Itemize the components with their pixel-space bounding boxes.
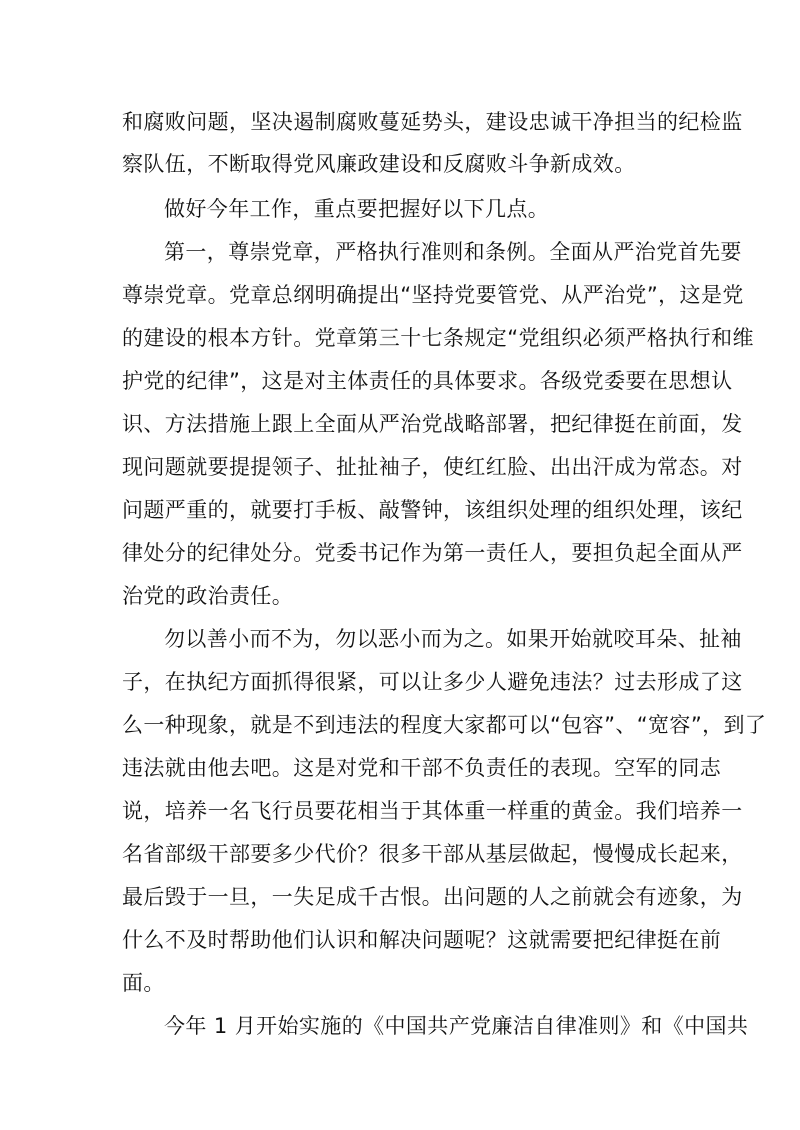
text-line: 律处分的纪律处分。党委书记作为第一责任人，要担负起全面从严 xyxy=(122,541,743,565)
text-line: 名省部级干部要多少代价？很多干部从基层做起，慢慢成长起来， xyxy=(122,842,743,866)
text-line: 的建设的根本方针。党章第三十七条规定“党组织必须严格执行和维 xyxy=(122,326,754,350)
text-line: 现问题就要提提领子、扯扯袖子，使红红脸、出出汗成为常态。对 xyxy=(122,455,743,479)
text-line: 识、方法措施上跟上全面从严治党战略部署，把纪律挺在前面，发 xyxy=(122,412,743,436)
text-line: 违法就由他去吧。这是对党和干部不负责任的表现。空军的同志 xyxy=(122,756,722,780)
text-line: 护党的纪律”，这是对主体责任的具体要求。各级党委要在思想认 xyxy=(122,369,733,393)
text-line: 第一，尊崇党章，严格执行准则和条例。全面从严治党首先要 xyxy=(164,240,742,264)
text-line: 做好今年工作，重点要把握好以下几点。 xyxy=(164,197,550,221)
text-line: 尊崇党章。党章总纲明确提出“坚持党要管党、从严治党”，这是党 xyxy=(122,283,744,307)
text-line: 勿以善小而不为，勿以恶小而为之。如果开始就咬耳朵、扯袖 xyxy=(164,627,742,651)
text-line: 说，培养一名飞行员要花相当于其体重一样重的黄金。我们培养一 xyxy=(122,799,743,823)
text-line: 问题严重的，就要打手板、敲警钟，该组织处理的组织处理，该纪 xyxy=(122,498,743,522)
text-line: 和腐败问题，坚决遏制腐败蔓延势头，建设忠诚干净担当的纪检监 xyxy=(122,110,743,134)
text-line: 面。 xyxy=(122,971,165,995)
text-line: 么一种现象，就是不到违法的程度大家都可以“包容”、“宽容”，到了 xyxy=(122,713,767,737)
text-line: 子，在执纪方面抓得很紧，可以让多少人避免违法？过去形成了这 xyxy=(122,670,743,694)
text-line: 今年 1 月开始实施的《中国共产党廉洁自律准则》和《中国共 xyxy=(164,1014,749,1038)
text-line: 最后毁于一旦，一失足成千古恨。出问题的人之前就会有迹象，为 xyxy=(122,885,743,909)
text-line: 治党的政治责任。 xyxy=(122,584,294,608)
text-line: 什么不及时帮助他们认识和解决问题呢？这就需要把纪律挺在前 xyxy=(122,928,722,952)
text-line: 察队伍，不断取得党风廉政建设和反腐败斗争新成效。 xyxy=(122,152,636,176)
